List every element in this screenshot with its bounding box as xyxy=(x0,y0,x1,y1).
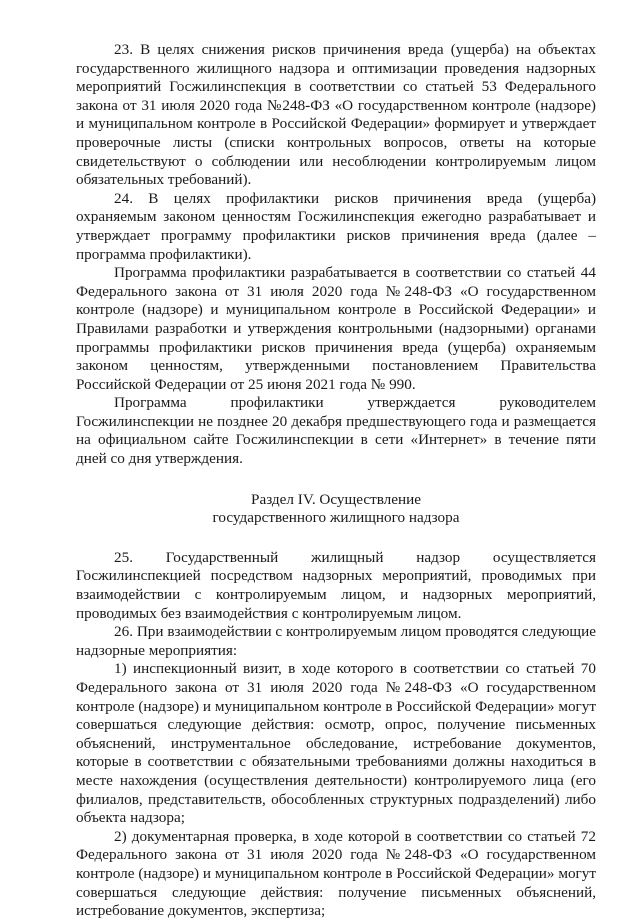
paragraph-program-approval: Программа профилактики утверждается руководителем Госжилинспекции не позднее 20 декабря предшествующего года и размещается на официальном сайте Госжилинспекции в сети «Интернет» в течение пяти дней со дня утверждения. xyxy=(76,394,596,468)
list-item-inspection-visit: 1) инспекционный визит, в ходе которого в соответствии со статьей 70 Федерального закона от 31 июля 2020 года №248-ФЗ «О государственном контроле (надзоре) и муниципальном контроле в Российской Федерации» могут совершаться следующие действия: осмотр, опрос, получение письменных объяснений, инструментальное обследование, истребование документов, которые в соответствии с обязательными требованиями должны находиться в месте нахождения (осуществления деятельности) контролируемого лица (его филиалов, представительств, обособленных структурных подразделений) либо объекта надзора; xyxy=(76,660,596,827)
paragraph-26: 26. При взаимодействии с контролируемым лицом проводятся следующие надзорные мероприятия: xyxy=(76,623,596,659)
section-heading-line-1: Раздел IV. Осуществление xyxy=(251,490,421,508)
paragraph-23: 23. В целях снижения рисков причинения вреда (ущерба) на объектах государственного жилищного надзора и оптимизации проведения надзорных мероприятий Госжилинспекция в соответствии со статьей 53 Федерального закона от 31 июля 2020 года №248-ФЗ «О государственном контроле (надзоре) и муниципальном контроле в Российской Федерации» формирует и утверждает проверочные листы (списки контрольных вопросов, ответы на которые свидетельствуют о соблюдении или несоблюдении контролируемым лицом обязательных требований). xyxy=(76,41,596,189)
section-heading xyxy=(76,491,596,528)
list-item-documentary-check: 2) документарная проверка, в ходе которой в соответствии со статьей 72 Федерального закона от 31 июля 2020 года №248-ФЗ «О государственном контроле (надзоре) и муниципальном контроле в Российской Федерации» могут совершаться следующие действия: получение письменных объяснений, истребование документов, экспертиза; xyxy=(76,827,596,920)
document-page xyxy=(76,41,596,921)
section-heading-line-2: государственного жилищного надзора xyxy=(212,509,460,527)
paragraph-program-development: Программа профилактики разрабатывается в соответствии со статьей 44 Федерального закона от 31 июля 2020 года №248-ФЗ «О государственном контроле (надзоре) и муниципальном контроле в Российской Федерации» и Правилами разработки и утверждения контрольными (надзорными) органами программы профилактики рисков причинения вреда (ущерба) охраняемым законом ценностям, утвержденными постановлением Правительства Российской Федерации от 25 июня 2021 года № 990. xyxy=(76,264,596,393)
paragraph-25: 25. Государственный жилищный надзор осуществляется Госжилинспекцией посредством надзорных мероприятий, проводимых при взаимодействии с контролируемым лицом, и надзорных мероприятий, проводимых без взаимодействия с контролируемым лицом. xyxy=(76,548,596,622)
paragraph-24: 24. В целях профилактики рисков причинения вреда (ущерба) охраняемым законом ценностям Госжилинспекция ежегодно разрабатывает и утверждает программу профилактики рисков причинения вреда (далее – программа профилактики). xyxy=(76,189,596,263)
